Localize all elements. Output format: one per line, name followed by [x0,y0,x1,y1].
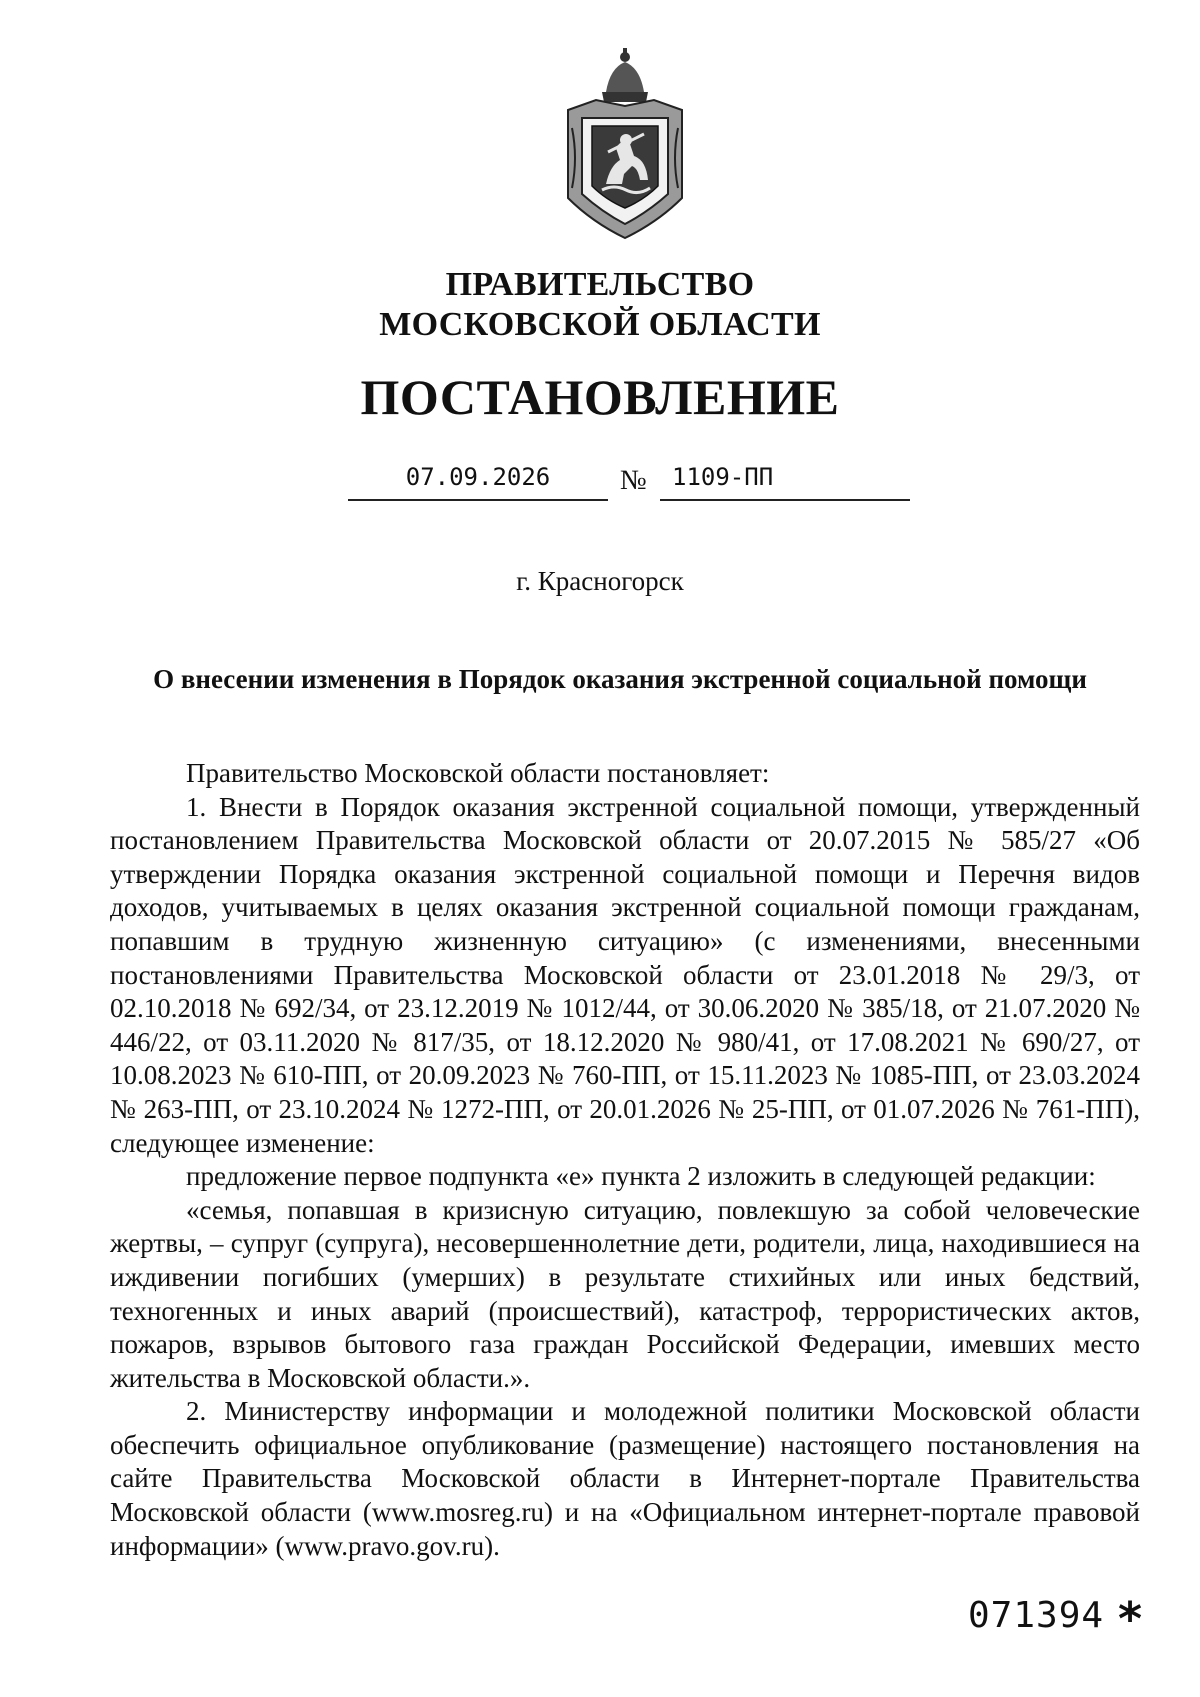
org-name-line1: ПРАВИТЕЛЬСТВО [445,266,755,303]
number-underline [660,499,910,501]
item-1-paragraph: 1. Внести в Порядок оказания экстренной социальной помощи, утвержденный постановлением Правительства Московской области от 20.07.2015 № 585/27 «Об утверждении Порядка оказания экстренной социальной помощи и Перечня видов доходов, учитываемых в целях оказания экстренной социальной помощи гражданам, попавшим в трудную жизненную ситуацию» (с изменениями, внесенными постановлениями Правительства Московской области от 23.01.2018 № 29/3, от 02.10.2018 № 692/34, от 23.12.2019 № 1012/44, от 30.06.2020 № 385/18, от 21.07.2020 № 446/22, от 03.11.2020 № 817/35, от 18.12.2020 № 980/41, от 17.08.2021 № 690/27, от 10.08.2023 № 610-ПП, от 20.09.2023 № 760-ПП, от 15.11.2023 № 1085-ПП, от 23.03.2024 № 263-ПП, от 23.10.2024 № 1272-ПП, от 20.01.2026 № 25-ПП, от 01.07.2026 № 761-ПП), следующее изменение: [110,791,1140,1158]
org-name-line2: МОСКОВСКОЙ ОБЛАСТИ [379,306,821,343]
instruction-paragraph: предложение первое подпункта «е» пункта 2 изложить в следующей редакции: [186,1161,1096,1192]
asterisk-mark: * [1118,1592,1143,1646]
document-date: 07.09.2026 [405,463,551,491]
document-number: 1109-ПП [672,463,774,491]
preamble-paragraph: Правительство Московской области постановляет: [186,758,770,788]
document-subject: О внесении изменения в Порядок оказания экстренной социальной помощи [153,664,1087,694]
date-number-line [0,455,1200,505]
document-body [110,757,1140,1563]
date-underline [348,499,608,501]
quoted-text-paragraph: «семья, попавшая в кризисную ситуацию, повлекшую за собой человеческие жертвы, – супруг (супруга), несовершеннолетние дети, родители, лица, находившиеся на иждивении погибших (умерших) в результате стихийных или иных бедствий, техногенных и иных аварий (происшествий), катастроф, террористических актов, пожаров, взрывов бытового газа граждан Российской Федерации, имевших место жительства в Московской области.». [110,1194,1140,1393]
serial-number: 071394 [968,1595,1105,1636]
document-type: ПОСТАНОВЛЕНИЕ [360,369,840,425]
item-2-paragraph: 2. Министерству информации и молодежной политики Московской области обеспечить официальное опубликование (размещение) настоящего постановления на сайте Правительства Московской области в Интернет-портале Правительства Московской области (www.mosreg.ru) и на «Официальном интернет-портале правовой информации» (www.pravo.gov.ru). [110,1396,1140,1561]
document-city: г. Красногорск [516,566,684,596]
coat-of-arms-icon [562,48,688,246]
number-sign: № [620,465,647,496]
